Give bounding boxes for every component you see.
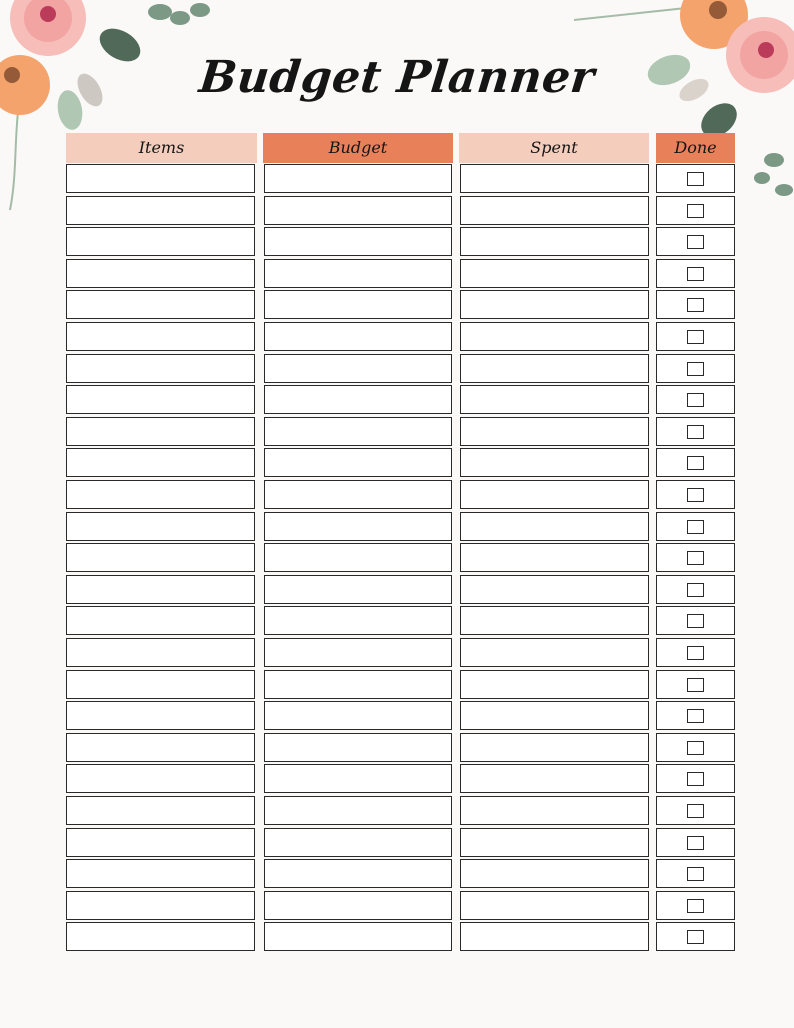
items-field[interactable] [66, 859, 255, 888]
items-field[interactable] [66, 891, 255, 920]
done-checkbox[interactable] [687, 520, 704, 534]
done-checkbox[interactable] [687, 772, 704, 786]
done-checkbox[interactable] [687, 267, 704, 281]
column-header-done: Done [656, 133, 735, 163]
items-field[interactable] [66, 290, 255, 319]
done-cell [656, 385, 735, 414]
items-field[interactable] [66, 543, 255, 572]
budget-field[interactable] [264, 290, 452, 319]
budget-field[interactable] [264, 417, 452, 446]
done-cell [656, 575, 735, 604]
done-cell [656, 196, 735, 225]
column-header-items: Items [66, 133, 257, 163]
budget-field[interactable] [264, 828, 452, 857]
spent-field[interactable] [460, 354, 649, 383]
budget-field[interactable] [264, 701, 452, 730]
done-checkbox[interactable] [687, 235, 704, 249]
spent-field[interactable] [460, 259, 649, 288]
table-row [0, 227, 794, 258]
spent-field[interactable] [460, 606, 649, 635]
done-checkbox[interactable] [687, 551, 704, 565]
spent-field[interactable] [460, 859, 649, 888]
items-field[interactable] [66, 733, 255, 762]
done-checkbox[interactable] [687, 393, 704, 407]
table-row [0, 448, 794, 479]
spent-field[interactable] [460, 290, 649, 319]
items-field[interactable] [66, 670, 255, 699]
items-field[interactable] [66, 227, 255, 256]
table-row [0, 322, 794, 353]
table-row [0, 670, 794, 701]
done-cell [656, 417, 735, 446]
spent-field[interactable] [460, 891, 649, 920]
done-cell [656, 259, 735, 288]
done-checkbox[interactable] [687, 930, 704, 944]
budget-field[interactable] [264, 259, 452, 288]
items-field[interactable] [66, 638, 255, 667]
done-cell [656, 227, 735, 256]
done-cell [656, 354, 735, 383]
spent-field[interactable] [460, 448, 649, 477]
budget-field[interactable] [264, 196, 452, 225]
done-checkbox[interactable] [687, 867, 704, 881]
done-cell [656, 606, 735, 635]
spent-field[interactable] [460, 575, 649, 604]
done-checkbox[interactable] [687, 204, 704, 218]
items-field[interactable] [66, 764, 255, 793]
done-checkbox[interactable] [687, 298, 704, 312]
items-field[interactable] [66, 385, 255, 414]
table-row [0, 922, 794, 953]
table-row [0, 575, 794, 606]
budget-field[interactable] [264, 606, 452, 635]
done-checkbox[interactable] [687, 425, 704, 439]
done-cell [656, 448, 735, 477]
budget-field[interactable] [264, 322, 452, 351]
table-row [0, 259, 794, 290]
done-cell [656, 701, 735, 730]
done-cell [656, 670, 735, 699]
spent-field[interactable] [460, 227, 649, 256]
budget-field[interactable] [264, 480, 452, 509]
spent-field[interactable] [460, 922, 649, 951]
budget-field[interactable] [264, 227, 452, 256]
spent-field[interactable] [460, 322, 649, 351]
done-cell [656, 290, 735, 319]
table-row [0, 354, 794, 385]
spent-field[interactable] [460, 764, 649, 793]
done-checkbox[interactable] [687, 330, 704, 344]
done-checkbox[interactable] [687, 583, 704, 597]
budget-field[interactable] [264, 859, 452, 888]
page-title: Budget Planner [196, 52, 598, 103]
done-cell [656, 322, 735, 351]
done-checkbox[interactable] [687, 172, 704, 186]
spent-field[interactable] [460, 417, 649, 446]
table-row [0, 606, 794, 637]
items-field[interactable] [66, 512, 255, 541]
done-cell [656, 733, 735, 762]
column-header-budget: Budget [263, 133, 453, 163]
done-cell [656, 164, 735, 193]
done-checkbox[interactable] [687, 678, 704, 692]
items-field[interactable] [66, 448, 255, 477]
column-header-spent: Spent [459, 133, 649, 163]
done-cell [656, 922, 735, 951]
table-row [0, 512, 794, 543]
done-checkbox[interactable] [687, 741, 704, 755]
budget-field[interactable] [264, 354, 452, 383]
table-row [0, 480, 794, 511]
budget-field[interactable] [264, 385, 452, 414]
items-field[interactable] [66, 606, 255, 635]
items-field[interactable] [66, 828, 255, 857]
done-cell [656, 638, 735, 667]
budget-field[interactable] [264, 512, 452, 541]
done-cell [656, 859, 735, 888]
budget-field[interactable] [264, 764, 452, 793]
spent-field[interactable] [460, 480, 649, 509]
budget-field[interactable] [264, 164, 452, 193]
items-field[interactable] [66, 417, 255, 446]
spent-field[interactable] [460, 701, 649, 730]
budget-field[interactable] [264, 638, 452, 667]
spent-field[interactable] [460, 828, 649, 857]
table-row [0, 290, 794, 321]
table-row [0, 385, 794, 416]
done-checkbox[interactable] [687, 488, 704, 502]
table-row [0, 638, 794, 669]
items-field[interactable] [66, 322, 255, 351]
done-checkbox[interactable] [687, 836, 704, 850]
spent-field[interactable] [460, 733, 649, 762]
items-field[interactable] [66, 164, 255, 193]
done-cell [656, 796, 735, 825]
done-checkbox[interactable] [687, 614, 704, 628]
done-cell [656, 543, 735, 572]
budget-field[interactable] [264, 575, 452, 604]
done-cell [656, 891, 735, 920]
done-checkbox[interactable] [687, 362, 704, 376]
budget-field[interactable] [264, 922, 452, 951]
spent-field[interactable] [460, 164, 649, 193]
budget-field[interactable] [264, 448, 452, 477]
items-field[interactable] [66, 196, 255, 225]
items-field[interactable] [66, 796, 255, 825]
spent-field[interactable] [460, 543, 649, 572]
budget-field[interactable] [264, 891, 452, 920]
table-row [0, 417, 794, 448]
table-row [0, 196, 794, 227]
table-row [0, 764, 794, 795]
spent-field[interactable] [460, 512, 649, 541]
spent-field[interactable] [460, 385, 649, 414]
done-cell [656, 828, 735, 857]
done-checkbox[interactable] [687, 899, 704, 913]
table-row [0, 891, 794, 922]
table-row [0, 828, 794, 859]
table-row [0, 543, 794, 574]
budget-field[interactable] [264, 543, 452, 572]
spent-field[interactable] [460, 796, 649, 825]
done-cell [656, 512, 735, 541]
table-row [0, 859, 794, 890]
items-field[interactable] [66, 354, 255, 383]
items-field[interactable] [66, 922, 255, 951]
spent-field[interactable] [460, 196, 649, 225]
budget-field[interactable] [264, 670, 452, 699]
items-field[interactable] [66, 480, 255, 509]
done-cell [656, 764, 735, 793]
done-checkbox[interactable] [687, 646, 704, 660]
spent-field[interactable] [460, 670, 649, 699]
done-checkbox[interactable] [687, 709, 704, 723]
items-field[interactable] [66, 259, 255, 288]
spent-field[interactable] [460, 638, 649, 667]
done-cell [656, 480, 735, 509]
items-field[interactable] [66, 575, 255, 604]
budget-field[interactable] [264, 796, 452, 825]
done-checkbox[interactable] [687, 456, 704, 470]
done-checkbox[interactable] [687, 804, 704, 818]
items-field[interactable] [66, 701, 255, 730]
table-row [0, 701, 794, 732]
table-row [0, 164, 794, 195]
table-row [0, 733, 794, 764]
budget-field[interactable] [264, 733, 452, 762]
table-row [0, 796, 794, 827]
